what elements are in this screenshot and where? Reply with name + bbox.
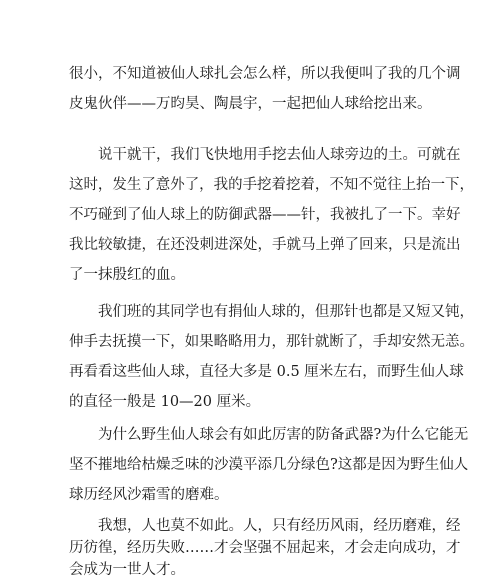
text-line: 为什么野生仙人球会有如此厉害的防备武器?为什么它能无 — [98, 427, 469, 443]
text-line: 说干就干，我们飞快地用手挖去仙人球旁边的土。可就在 — [98, 147, 461, 163]
text-line: 历彷徨，经历失败……才会坚强不屈起来，才会走向成功，才 — [69, 540, 461, 556]
text-line: 会成为一世人才。 — [69, 562, 185, 578]
text-line: 的直径一般是 10—20 厘米。 — [69, 394, 261, 410]
text-line: 我想，人也莫不如此。人，只有经历风雨，经历磨难，经 — [98, 518, 461, 534]
text-line: 伸手去抚摸一下，如果略略用力，那针就断了，手却安然无恙。 — [69, 334, 474, 350]
text-line: 很小，不知道被仙人球扎会怎么样，所以我便叫了我的几个调 — [69, 66, 461, 82]
text-line: 皮鬼伙伴——万昀昊、陶晨宇，一起把仙人球给挖出来。 — [69, 96, 432, 112]
text-line: 球历经风沙霜雪的磨难。 — [69, 487, 229, 503]
text-line: 我比较敏捷，在还没刺进深处，手就马上弹了回来，只是流出 — [69, 237, 461, 253]
text-line: 不巧碰到了仙人球上的防御武器——针，我被扎了一下。幸好 — [69, 207, 461, 223]
text-line: 这时，发生了意外了，我的手挖着挖着，不知不觉往上抬一下， — [69, 177, 474, 193]
text-line: 坚不摧地给枯燥乏味的沙漠平添几分绿色?这都是因为野生仙人 — [69, 457, 469, 473]
text-line: 了一抹殷红的血。 — [69, 267, 185, 283]
text-line: 再看看这些仙人球，直径大多是 0.5 厘米左右，而野生仙人球 — [69, 364, 464, 380]
text-line: 我们班的其同学也有捐仙人球的，但那针也都是又短又钝， — [98, 304, 474, 320]
